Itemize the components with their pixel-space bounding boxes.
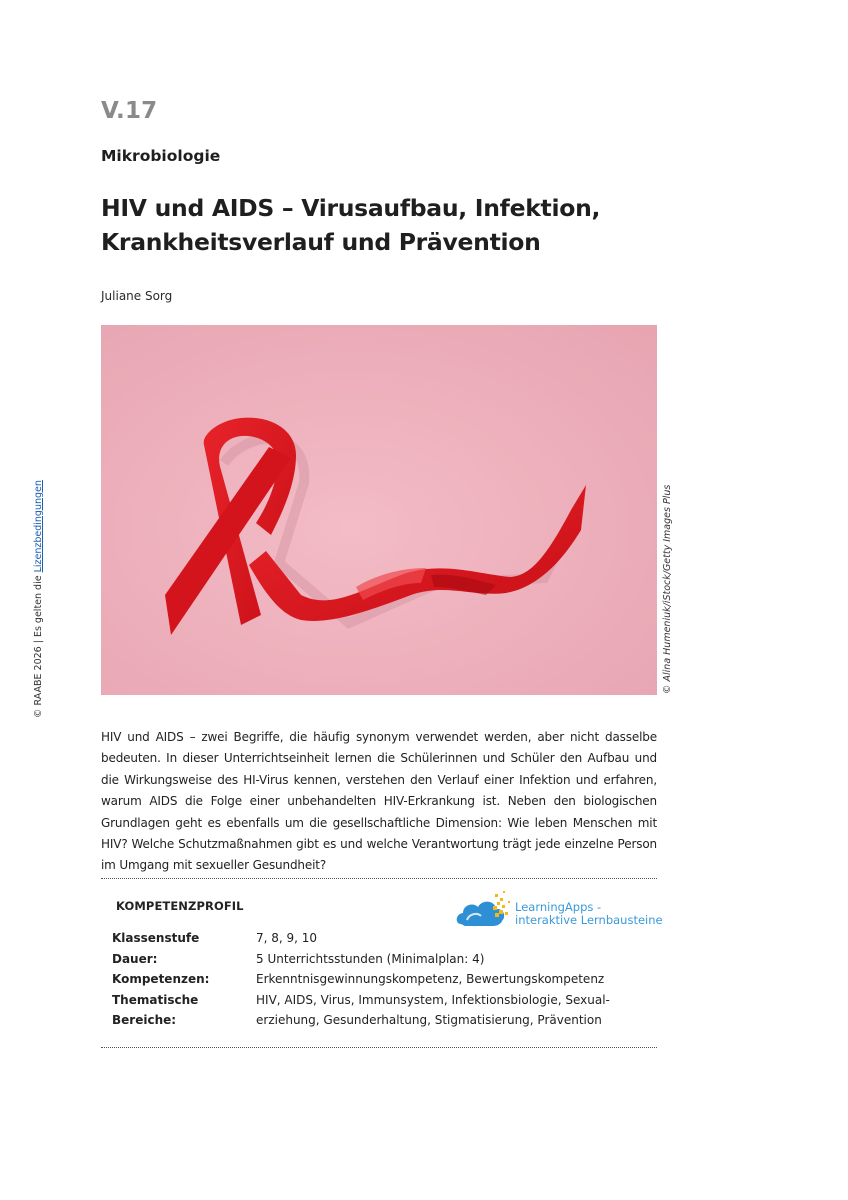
image-credit: © Alina Humeniuk/iStock/Getty Images Plus xyxy=(662,484,673,694)
row-value: 7, 8, 9, 10 xyxy=(256,931,318,945)
logo-line-2: interaktive Lernbausteine xyxy=(515,913,663,927)
copyright-notice xyxy=(33,480,44,718)
profile-heading: KOMPETENZPROFIL xyxy=(116,899,244,913)
profile-row-duration xyxy=(112,949,652,970)
copyright-text: © RAABE 2026 | Es gelten die xyxy=(33,572,44,718)
divider-bottom xyxy=(101,1047,657,1048)
intro-paragraph: HIV und AIDS – zwei Begriffe, die häufig synonym verwendet werden, aber nicht dasselbe bedeuten. In dieser Unterrichtseinheit lernen die Schülerinnen und Schüler den Aufbau und die Wirkungsweise des HI-Virus kennen, verstehen den Verlauf einer Infektion und erfahren, warum AIDS die Folge einer unbehandelten HIV-Erkrankung ist. Neben den biologischen Grundlagen geht es ebenfalls um die gesellschaftliche Dimension: Wie leben Menschen mit HIV? Welche Schutzmaßnahmen gibt es und welche Verantwortung trägt jede einzelne Person im Umgang mit sexueller Gesundheit? xyxy=(101,730,657,873)
row-value: 5 Unterrichtsstunden (Minimalplan: 4) xyxy=(256,951,485,966)
competence-profile-table xyxy=(112,928,652,1031)
logo-line-1: LearningApps - xyxy=(515,900,602,914)
red-ribbon-illustration xyxy=(101,325,657,695)
title-line-1: HIV und AIDS – Virusaufbau, Infektion, xyxy=(101,194,601,222)
row-label: Kompetenzen: xyxy=(112,972,210,987)
divider-top xyxy=(101,878,657,879)
series-code: V.17 xyxy=(101,98,158,124)
page-title xyxy=(101,191,641,259)
row-label: Thematische Bereiche: xyxy=(112,992,199,1028)
profile-row-topics xyxy=(112,990,652,1031)
row-label: Dauer: xyxy=(112,951,158,966)
title-line-2: Krankheitsverlauf und Prävention xyxy=(101,228,541,256)
subject-label: Mikrobiologie xyxy=(101,147,221,165)
row-label: Klassenstufe xyxy=(112,931,200,945)
license-link[interactable]: Lizenzbedingungen xyxy=(33,480,44,573)
row-value: Erkenntnisgewinnungskompetenz, Bewertungskompetenz xyxy=(256,972,605,987)
author-name: Juliane Sorg xyxy=(101,289,173,303)
profile-row-grade xyxy=(112,928,652,949)
row-value: HIV, AIDS, Virus, Immunsystem, Infektionsbiologie, Sexual-erziehung, Gesunderhaltung, Stigmatisierung, Prävention xyxy=(256,992,610,1028)
profile-row-competences xyxy=(112,969,652,990)
hero-image xyxy=(101,325,657,695)
